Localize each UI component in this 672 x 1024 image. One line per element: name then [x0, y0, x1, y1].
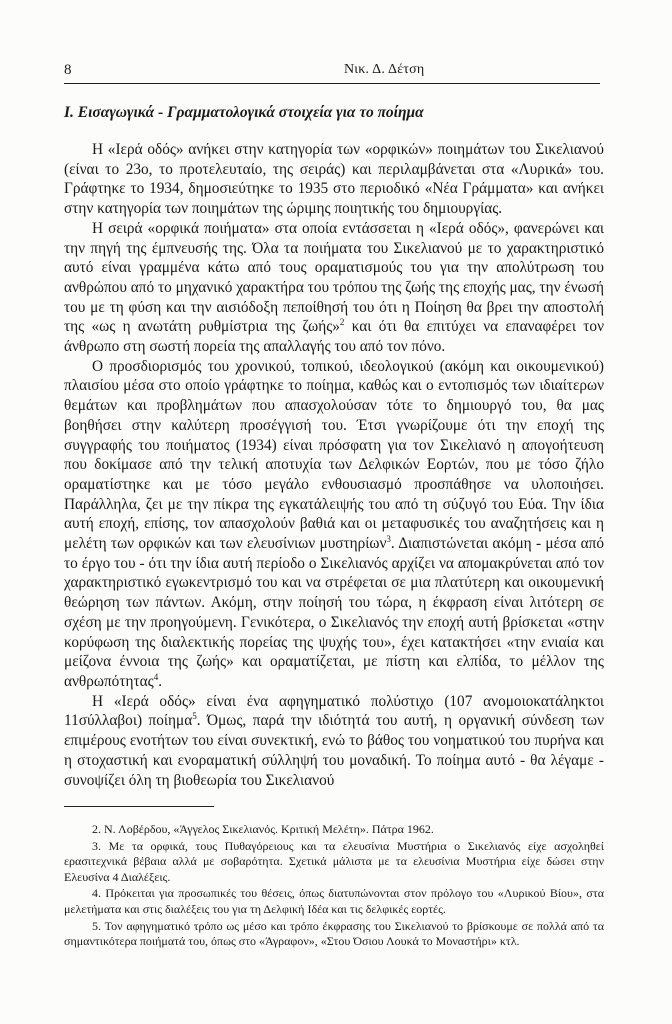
footnote-ref-2: 2: [339, 317, 345, 328]
paragraph-3-text-cont: . Διαπιστώνεται ακόμη - μέσα από το έργο του - ότι την ίδια αυτή περίοδο ο Σικελιανός αρχίζει να απομακρύνεται από τον χαρακτηριστικό εγωκεντρισμό του και να στρέφεται σε μια πλατύτερη και οικουμενική θεώρηση των πάντων. Ακόμη, στην ποίησή του τώρα, η έκφραση είναι λιτότερη σε σχέση με την προηγούμενη. Γενικότερα, ο Σικελιανός την εποχή αυτή βρίσκεται «στην κορύφωση της διαλεκτικής πορείας της ψυχής του», έχει κατακτήσει «την ενιαία και μείζονα έννοια της ζωής» και οραματίζεται, με πίστη και ελπίδα, το μέλλον της ανθρωπότητας: [64, 535, 604, 690]
section-title: Ι. Εισαγωγικά - Γραμματολογικά στοιχεία για το ποίημα: [64, 104, 424, 121]
paragraph-4-text-cont: . Όμως, παρά την ιδιότητά του αυτή, η οργανική σύνδεση των επιμέρους ενοτήτων του είναι συνεκτική, ενώ το βάθος του νοηματικού του πυρήνα και η στοχαστική και ενοραματική σύλληψή του μοναδική. Το ποίημα αυτό - θα λέγαμε - συνοψίζει όλη τη βιοθεωρία του Σικελιανού: [64, 712, 604, 789]
body-text: [64, 140, 604, 790]
paragraph-2-text: Η σειρά «ορφικά ποιήματα» στα οποία εντάσσεται η «Ιερά οδός», φανερώνει και την πηγή της έμπνευσής της. Όλα τα ποιήματα του Σικελιανού με το χαρακτηριστικό αυτό είναι γραμμένα κάτω από τους οραματισμούς του για την απολύτρωση του ανθρώπου από το μηχανικό χαρακτήρα του τρόπου της ζωής της εποχής μας, την ένωσή του με τη φύση και την αισιόδοξη πεποίθησή του ότι η Ποίηση θα βρει την αποστολή της «ως η ανωτάτη ρυθμίστρια της ζωής»: [64, 219, 604, 336]
footnote-ref-5: 5: [192, 711, 197, 722]
paragraph-3: [64, 357, 604, 692]
header-rule: [64, 83, 600, 84]
page-header: [64, 60, 600, 84]
footnote-ref-4: 4: [153, 671, 159, 682]
paragraph-1: [64, 140, 604, 219]
page-number: 8: [64, 62, 72, 78]
footnote-ref-3: 3: [386, 534, 391, 545]
paragraph-3-text: Ο προσδιορισμός του χρονικού, τοπικού, ιδεολογικού (ακόμη και οικουμενικού) πλαισίου μέσα στο οποίο γράφτηκε το ποίημα, καθώς και ο εντοπισμός των ιδιαίτερων θεμάτων και προβλημάτων που απασχολούσαν τότε το δημιουργό του, θα μας βοηθήσει στην καλύτερη προσέγγισή του. Έτσι γνωρίζουμε ότι την εποχή της συγγραφής του ποιήματος (1934) είναι πρόσφατη για τον Σικελιανό η απογοήτευση που δοκίμασε από την τελική αποτυχία των Δελφικών Εορτών, που με τόσο ζήλο οραματίστηκε και με τόσο μεγάλο ενθουσιασμό προσπάθησε να υλοποιήσει. Παράλληλα, ζει με την πίκρα της εγκατάλειψής του από τη σύζυγό του Εύα. Την ίδια αυτή εποχή, επίσης, τον απασχολούν βαθιά και οι μεταφυσικές του αναζητήσεις και η μελέτη των ορφικών και των ελευσίνιων μυστηρίων: [64, 357, 604, 553]
running-head-author: Νικ. Δ. Δέτση: [344, 62, 425, 77]
paragraph-1-text: Η «Ιερά οδός» ανήκει στην κατηγορία των «ορφικών» ποιημάτων του Σικελιανού (είναι το 23ο, το προτελευταίο, της σειράς) και περιλαμβάνεται στα «Λυρικά» του. Γράφτηκε το 1934, δημοσιεύτηκε το 1935 στο περιοδικό «Νέα Γράμματα» και ανήκει στην κατηγορία των ποιημάτων της ώριμης ποιητικής του δημιουργίας.: [64, 141, 604, 218]
footnote-3: 3. Με τα ορφικά, τους Πυθαγόρειους και τα ελευσίνια Μυστήρια ο Σικελιανός είχε ασχοληθεί ερασιτεχνικά βέβαια αλλά με σοβαρότητα. Σχετικά μάλιστα με τα ελευσίνια Μυστήρια είχε δώσει στην Ελευσίνα 4 Διαλέξεις.: [64, 838, 604, 884]
footnote-4: 4. Πρόκειται για προσωπικές του θέσεις, όπως διατυπώνονται στον πρόλογο του «Λυρικού Βίου», στα μελετήματα και στις διαλέξεις του για τη Δελφική Ιδέα και τις δελφικές εορτές.: [64, 886, 604, 916]
paragraph-3-text-end: .: [158, 672, 163, 690]
footnote-2: 2. Ν. Λοβέρδου, «Άγγελος Σικελιανός. Κριτική Μελέτη». Πάτρα 1962.: [92, 822, 434, 836]
paragraph-2-text-cont: και ότι θα επιτύχει να επαναφέρει τον άνθρωπο στη σωστή πορεία της απαλλαγής του από τον πόνο.: [64, 318, 604, 356]
footnotes: [64, 822, 604, 951]
paragraph-4-text: Η «Ιερά οδός» είναι ένα αφηγηματικό πολύστιχο (107 ανομοιοκατάληκτοι 11σύλλαβοι) ποίημα: [64, 692, 604, 730]
paragraph-2: [64, 219, 604, 357]
footnote-separator: [64, 806, 214, 807]
footnote-5: 5. Τον αφηγηματικό τρόπο ως μέσο και τρόπο έκφρασης του Σικελιανού το βρίσκουμε σε πολλά από τα σημαντικότερα ποιήματά του, όπως στο «Άγραφον», «Στου Όσιου Λουκά το Μοναστήρι» κτλ.: [64, 918, 604, 949]
paragraph-4: [64, 692, 604, 791]
